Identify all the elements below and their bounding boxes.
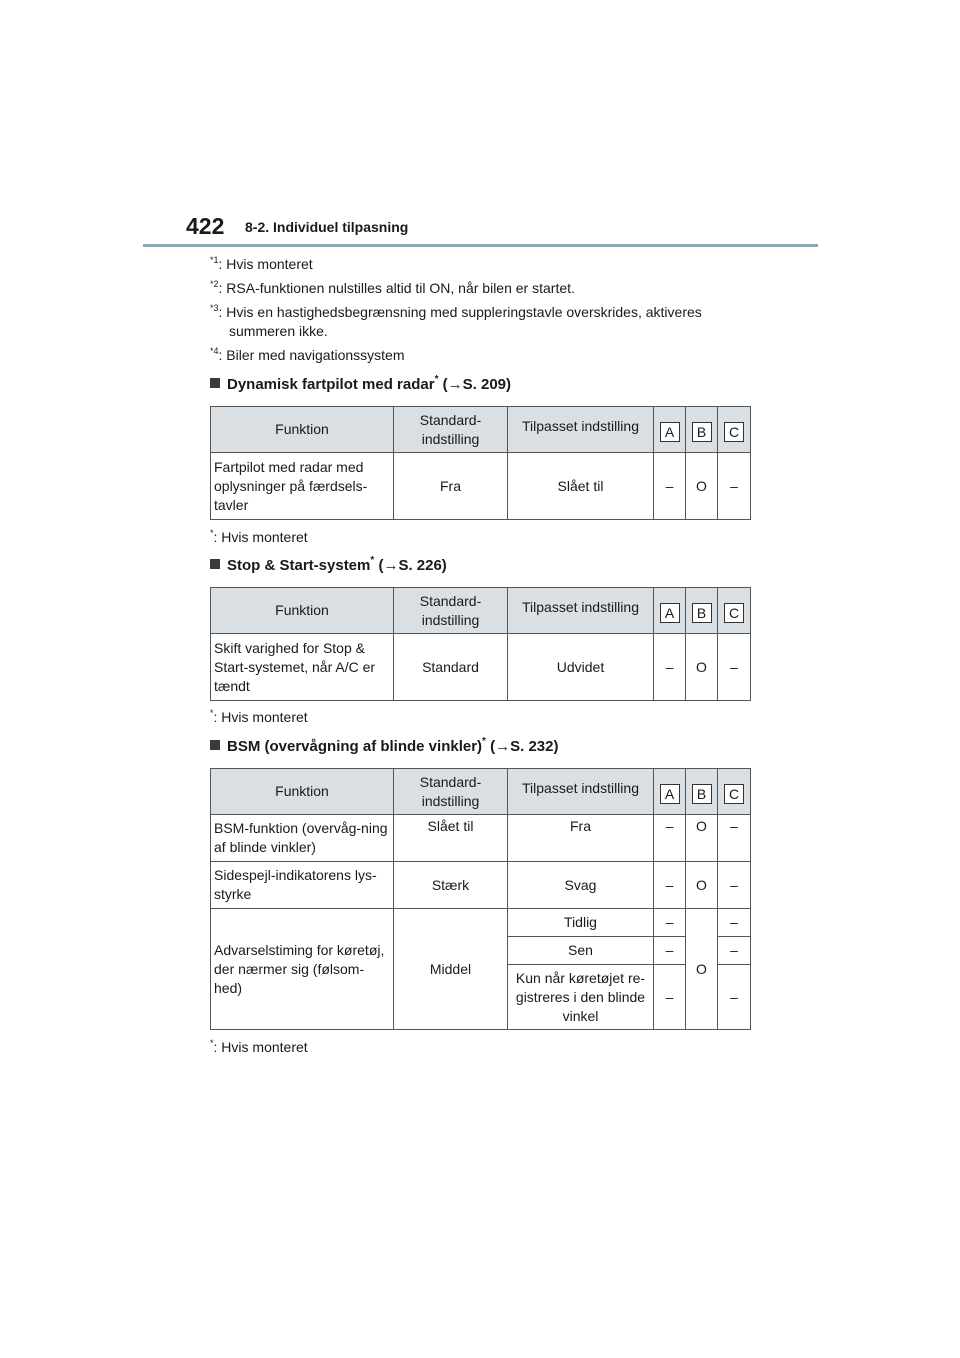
table-row [211, 453, 751, 520]
cell-default: Standard [394, 634, 508, 701]
cell-a: – [654, 453, 686, 520]
heading-bsm: BSM (overvågning af blinde vinkler)* (→S. 232) [210, 738, 558, 755]
col-header-default: Standard- indstilling [394, 407, 508, 453]
col-header-b [686, 769, 718, 815]
section-title: 8-2. Individuel tilpasning [245, 219, 409, 235]
table-row [211, 909, 751, 937]
footnote-stop-start: *: Hvis monteret [210, 708, 308, 725]
cell-c: – [718, 634, 751, 701]
cell-function: BSM-funktion (overvåg-ning af blinde vinkler) [211, 815, 394, 862]
cell-a: – [654, 862, 686, 909]
cell-custom: Sen [508, 937, 654, 965]
col-header-a [654, 588, 686, 634]
letter-b-icon: B [692, 784, 712, 804]
cell-b: O [686, 862, 718, 909]
cell-a: – [654, 815, 686, 862]
square-bullet-icon [210, 559, 220, 569]
cell-function: Fartpilot med radar med oplysninger på færdsels-tavler [211, 453, 394, 520]
cell-c: – [718, 909, 751, 937]
letter-b-icon: B [692, 603, 712, 623]
cell-c: – [718, 965, 751, 1030]
cell-c: – [718, 453, 751, 520]
table-row [211, 815, 751, 862]
note-4: $^{*4}$: Biler med navigationssystem [210, 346, 405, 363]
cell-function: Sidespejl-indikatorens lys-styrke [211, 862, 394, 909]
footnote-bsm: *: Hvis monteret [210, 1038, 308, 1055]
page-number: 422 [186, 213, 225, 239]
table-row [211, 634, 751, 701]
cell-function: Advarselstiming for køretøj, der nærmer sig (følsom-hed) [211, 909, 394, 1030]
cell-b: O [686, 909, 718, 1030]
cell-default: Stærk [394, 862, 508, 909]
square-bullet-icon [210, 740, 220, 750]
cell-default: Slået til [394, 815, 508, 862]
cell-c: – [718, 862, 751, 909]
cell-function: Skift varighed for Stop & Start-systemet, når A/C er tændt [211, 634, 394, 701]
cell-c: – [718, 815, 751, 862]
table-radar-cruise [210, 406, 751, 520]
cell-a: – [654, 965, 686, 1030]
cell-custom: Svag [508, 862, 654, 909]
table-row [211, 862, 751, 909]
heading-stop-start: Stop & Start-system* (→S. 226) [210, 557, 447, 574]
col-header-function: Funktion [211, 769, 394, 815]
table-stop-start [210, 587, 751, 701]
letter-a-icon: A [660, 603, 680, 623]
footnote-radar-cruise: *: Hvis monteret [210, 528, 308, 545]
heading-radar-cruise: Dynamisk fartpilot med radar* (→S. 209) [210, 376, 511, 393]
col-header-default: Standard- indstilling [394, 769, 508, 815]
table-bsm [210, 768, 751, 1030]
cell-custom: Slået til [508, 453, 654, 520]
letter-b-icon: B [692, 422, 712, 442]
cell-custom: Kun når køretøjet re-gistreres i den blinde vinkel [508, 965, 654, 1030]
letter-a-icon: A [660, 784, 680, 804]
cell-c: – [718, 937, 751, 965]
cell-a: – [654, 937, 686, 965]
cell-a: – [654, 634, 686, 701]
col-header-b [686, 407, 718, 453]
cell-b: O [686, 815, 718, 862]
col-header-default: Standard- indstilling [394, 588, 508, 634]
note-2: $^{*2}$: RSA-funktionen nulstilles altid til ON, når bilen er startet. [210, 279, 575, 296]
col-header-c [718, 769, 751, 815]
col-header-c [718, 407, 751, 453]
square-bullet-icon [210, 378, 220, 388]
cell-a: – [654, 909, 686, 937]
col-header-custom: Tilpasset indstilling [508, 407, 654, 453]
col-header-a [654, 407, 686, 453]
cell-custom: Udvidet [508, 634, 654, 701]
cell-custom: Tidlig [508, 909, 654, 937]
cell-default: Fra [394, 453, 508, 520]
letter-c-icon: C [724, 784, 744, 804]
cell-custom: Fra [508, 815, 654, 862]
cell-default: Middel [394, 909, 508, 1030]
col-header-function: Funktion [211, 588, 394, 634]
letter-c-icon: C [724, 603, 744, 623]
note-3: $^{*3}$: Hvis en hastighedsbegrænsning med suppleringstavle overskrides, aktiveres summeren ikke. [210, 303, 702, 339]
letter-c-icon: C [724, 422, 744, 442]
col-header-b [686, 588, 718, 634]
col-header-a [654, 769, 686, 815]
col-header-custom: Tilpasset indstilling [508, 588, 654, 634]
cell-b: O [686, 634, 718, 701]
header-rule [143, 244, 818, 247]
col-header-custom: Tilpasset indstilling [508, 769, 654, 815]
col-header-c [718, 588, 751, 634]
note-1: $^{*1}$: Hvis monteret [210, 255, 313, 272]
col-header-function: Funktion [211, 407, 394, 453]
cell-b: O [686, 453, 718, 520]
letter-a-icon: A [660, 422, 680, 442]
